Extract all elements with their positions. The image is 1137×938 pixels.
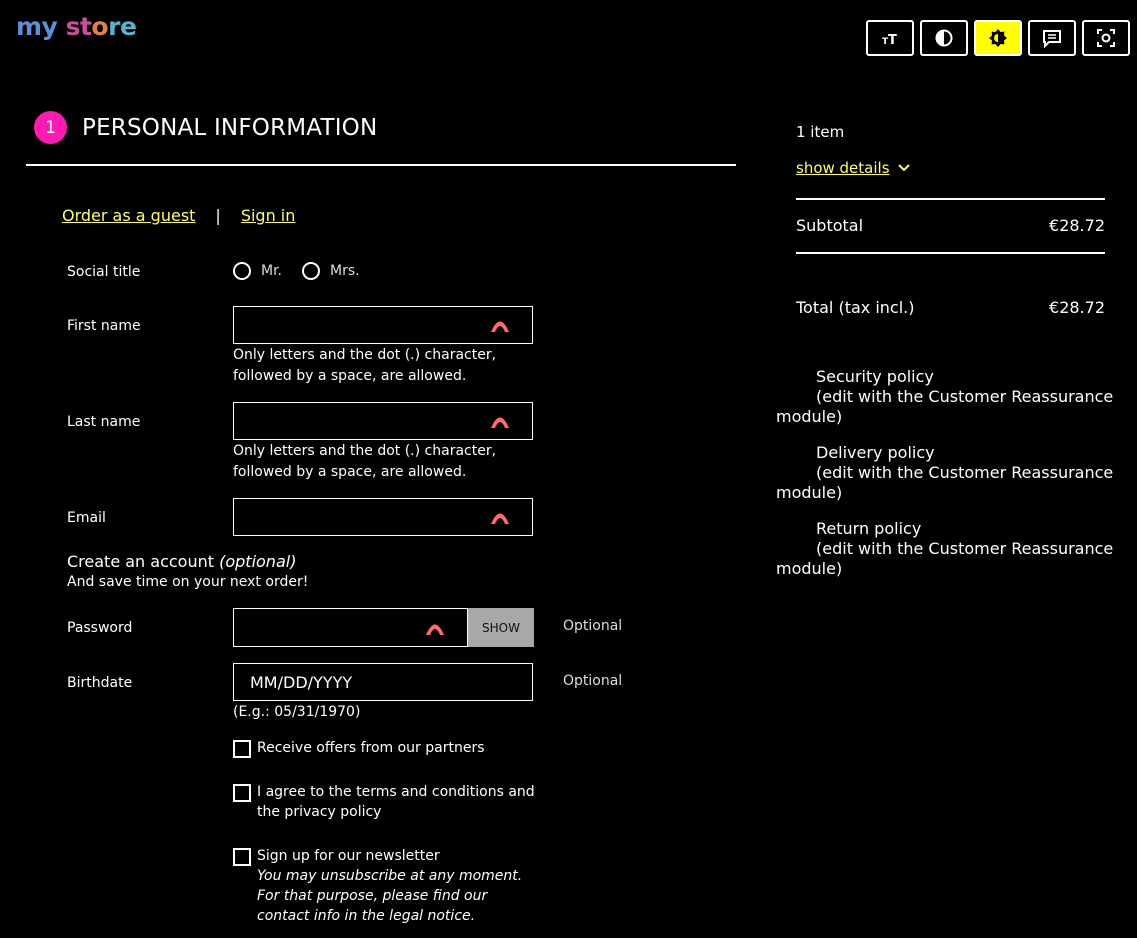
subtotal-value: €28.72 — [1049, 216, 1105, 235]
password-input[interactable] — [233, 608, 468, 647]
show-password-button[interactable]: SHOW — [468, 608, 534, 647]
offers-checkbox[interactable] — [233, 740, 251, 758]
warning-icon — [490, 317, 510, 333]
last-name-hint-line1: Only letters and the dot (.) character, — [233, 443, 497, 459]
email-label: Email — [67, 510, 106, 526]
terms-label-line1: I agree to the terms and conditions and — [257, 784, 535, 800]
total-value: €28.72 — [1049, 298, 1105, 317]
auth-links — [62, 206, 295, 225]
total-label: Total (tax incl.) — [796, 298, 915, 317]
sign-in-link[interactable]: Sign in — [240, 206, 296, 225]
radio-mr-label: Mr. — [261, 263, 282, 279]
subtotal-label: Subtotal — [796, 216, 864, 235]
terms-checkbox[interactable] — [233, 784, 251, 802]
cart-divider-bottom — [796, 252, 1105, 254]
reassurance-sub: module) — [776, 407, 843, 426]
step-header — [34, 111, 377, 144]
radio-mrs[interactable] — [302, 262, 320, 280]
auth-separator: | — [215, 206, 221, 225]
svg-text:T: T — [888, 33, 897, 48]
last-name-hint-line2: followed by a space, are allowed. — [233, 464, 467, 480]
create-account-optional: (optional) — [219, 552, 297, 571]
step-title: PERSONAL INFORMATION — [82, 114, 378, 141]
birthdate-input[interactable]: MM/DD/YYYY — [233, 663, 533, 701]
cart-items-count: 1 item — [796, 123, 845, 141]
logo-text-re: re — [108, 12, 137, 41]
order-as-guest-link[interactable]: Order as a guest — [62, 206, 196, 225]
last-name-input[interactable] — [233, 402, 533, 440]
reassurance-title: Delivery policy — [816, 443, 935, 462]
newsletter-sub-line2: For that purpose, please find our — [257, 888, 488, 904]
reassurance-sub: module) — [776, 559, 843, 578]
create-account-subtitle: And save time on your next order! — [67, 574, 309, 590]
newsletter-sub-line3: contact info in the legal notice. — [257, 908, 476, 924]
radio-mrs-label: Mrs. — [330, 263, 360, 279]
terms-label-line2: the privacy policy — [257, 804, 382, 820]
offers-label: Receive offers from our partners — [257, 740, 485, 756]
chevron-down-icon — [898, 164, 910, 172]
social-title-group — [233, 262, 380, 280]
focus-button[interactable] — [1082, 20, 1130, 56]
brightness-icon — [988, 28, 1008, 48]
total-row — [796, 298, 1105, 317]
reassurance-sub: (edit with the Customer Reassurance — [816, 387, 1114, 406]
create-account-text: Create an account — [67, 552, 220, 571]
reassurance-security — [776, 367, 1116, 427]
warning-icon — [425, 620, 445, 636]
logo-text-my: my — [16, 12, 58, 41]
reassurance-title: Return policy — [816, 519, 922, 538]
show-details-link[interactable] — [796, 159, 910, 177]
birthdate-label: Birthdate — [67, 675, 133, 691]
reassurance-sub: module) — [776, 483, 843, 502]
text-size-button[interactable] — [866, 20, 914, 56]
warning-icon — [490, 413, 510, 429]
focus-icon — [1096, 28, 1116, 48]
first-name-input[interactable] — [233, 306, 533, 344]
first-name-label: First name — [67, 318, 141, 334]
svg-text:T: T — [882, 37, 889, 47]
password-label: Password — [67, 620, 133, 636]
step-divider — [26, 164, 736, 166]
password-optional: Optional — [563, 618, 623, 634]
contrast-icon — [934, 28, 954, 48]
terms-label — [257, 782, 535, 822]
cart-divider-top — [796, 198, 1105, 200]
newsletter-label — [257, 846, 522, 926]
reassurance-sub: (edit with the Customer Reassurance — [816, 463, 1114, 482]
accessibility-toolbar — [866, 20, 1130, 56]
reassurance-delivery — [776, 443, 1116, 503]
warning-icon — [490, 509, 510, 525]
reassurance-sub: (edit with the Customer Reassurance — [816, 539, 1114, 558]
contrast-button[interactable] — [920, 20, 968, 56]
birthdate-optional: Optional — [563, 673, 623, 689]
newsletter-label-title: Sign up for our newsletter — [257, 848, 440, 864]
subtotal-row — [796, 216, 1105, 235]
first-name-hint-line2: followed by a space, are allowed. — [233, 368, 467, 384]
logo-text-o: o — [91, 12, 109, 41]
last-name-label: Last name — [67, 414, 141, 430]
comment-icon — [1042, 28, 1062, 48]
newsletter-checkbox[interactable] — [233, 848, 251, 866]
newsletter-sub-line1: You may unsubscribe at any moment. — [257, 868, 523, 884]
create-account-title — [67, 552, 296, 571]
comment-button[interactable] — [1028, 20, 1076, 56]
last-name-hint — [233, 441, 496, 483]
step-number-badge: 1 — [34, 111, 67, 144]
first-name-hint-line1: Only letters and the dot (.) character, — [233, 347, 497, 363]
text-size-icon — [880, 28, 900, 48]
first-name-hint — [233, 345, 496, 387]
social-title-label: Social title — [67, 264, 141, 280]
radio-mr[interactable] — [233, 262, 251, 280]
brightness-button[interactable] — [974, 20, 1022, 56]
reassurance-title: Security policy — [816, 367, 934, 386]
email-input[interactable] — [233, 498, 533, 536]
store-logo[interactable] — [16, 12, 136, 41]
show-details-label: show details — [796, 159, 890, 177]
reassurance-return — [776, 519, 1116, 579]
birthdate-hint: (E.g.: 05/31/1970) — [233, 704, 361, 720]
logo-text-st: st — [65, 12, 92, 41]
